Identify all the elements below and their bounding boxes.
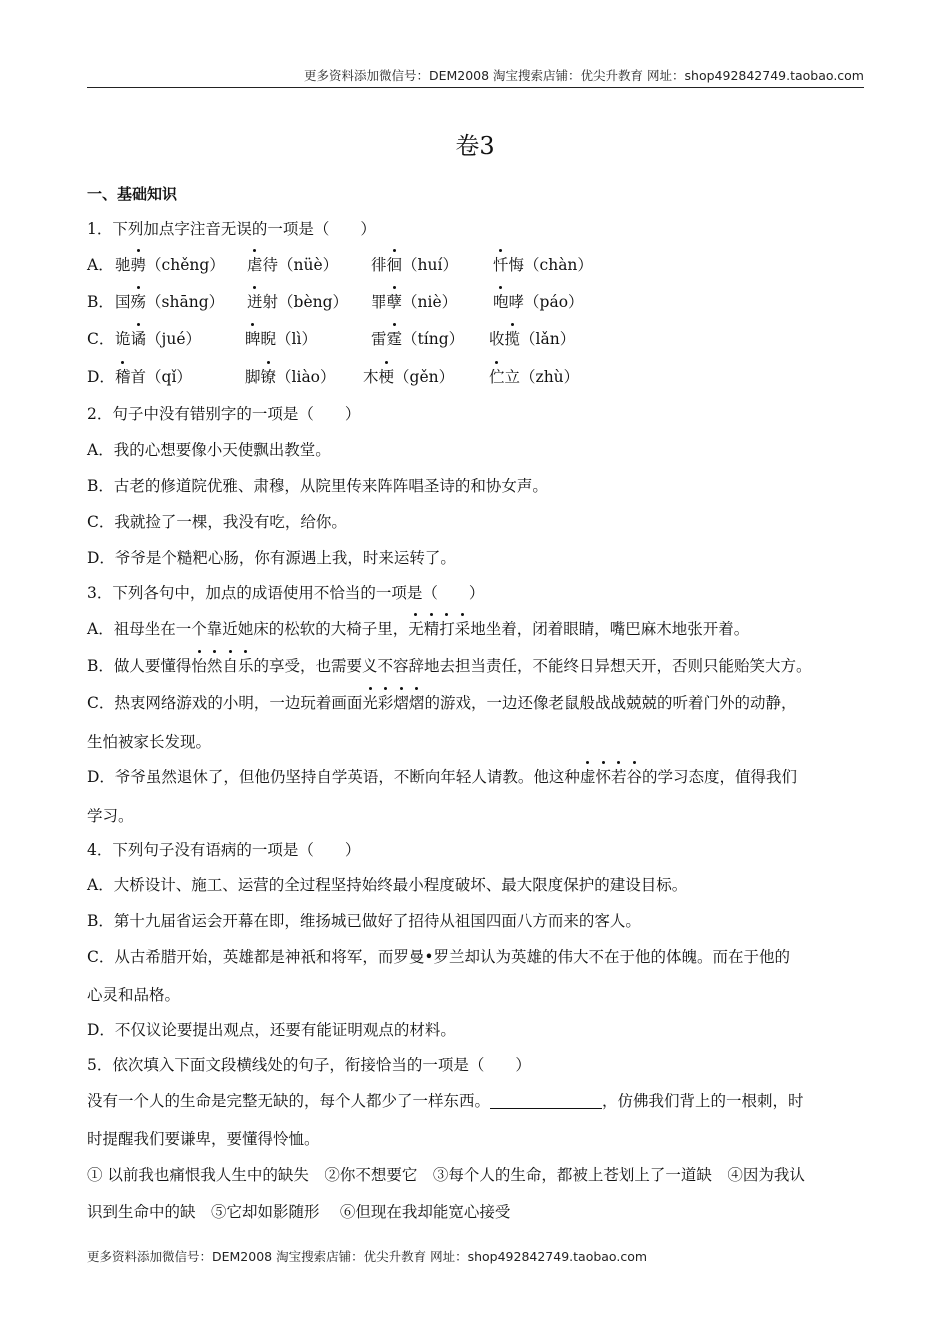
q3-b-pre: B．做人要懂得 <box>87 657 192 675</box>
pinyin: （chěng） <box>146 256 225 274</box>
pinyin: （zhù） <box>520 368 580 386</box>
page-title: 卷3 <box>455 132 495 160</box>
q3-b-post: 的享受，也需要义不容辞地去担当责任，不能终日异想天开，否则只能贻笑大方。 <box>253 657 812 675</box>
q1-a-item-1 <box>115 254 225 276</box>
pinyin: （huí） <box>402 256 458 274</box>
pinyin: （tíng） <box>402 330 465 348</box>
word-char: 射 <box>262 293 279 311</box>
word-char: 罪 <box>371 293 387 311</box>
q1-c-item-1 <box>115 328 201 350</box>
pinyin: （jué） <box>146 330 201 348</box>
q1-option-d-label: D． <box>87 368 115 386</box>
word-char: 雷 <box>371 330 387 348</box>
page-header: 更多资料添加微信号：DEM2008 淘宝搜索店铺：优尖升教育 网址：shop492842749.taobao.com <box>303 68 864 83</box>
pinyin: （lǎn） <box>520 330 576 348</box>
dotted-char: 熠 <box>408 694 425 712</box>
dotted-char: 怀 <box>595 768 611 786</box>
dotted-char: 打 <box>439 620 455 638</box>
q5-passage-pre: 没有一个人的生命是完整无缺的，每个人都少了一样东西。 <box>87 1092 491 1110</box>
q5-stem: 5．依次填入下面文段横线处的句子，衔接恰当的一项是（ ） <box>87 1056 531 1074</box>
dotted-char: 光 <box>362 694 378 712</box>
q3-option-c <box>87 692 796 714</box>
dotted-char: 咆 <box>493 293 509 311</box>
dotted-char: 虚 <box>579 768 596 786</box>
q5-fill-blank <box>490 1092 602 1109</box>
q3-option-d <box>87 766 797 788</box>
pinyin: （shāng） <box>146 293 225 311</box>
dotted-char: 镣 <box>260 368 277 386</box>
q1-option-a-label: A． <box>87 256 114 274</box>
pinyin: （qǐ） <box>146 368 192 386</box>
q1-d-item-1 <box>115 366 192 388</box>
q3-c-idiom <box>362 694 424 712</box>
word-char: 诡 <box>115 330 131 348</box>
dotted-char: 孽 <box>386 293 403 311</box>
q1-a-item-2 <box>247 254 338 276</box>
word-char: 徘 <box>371 256 387 274</box>
dotted-char: 熠 <box>393 694 409 712</box>
q2-option-a: A．我的心想要像小天使飘出教堂。 <box>87 441 331 459</box>
dotted-char: 梗 <box>378 368 395 386</box>
pinyin: （nüè） <box>278 256 339 274</box>
q3-a-post: 地坐着，闭着眼睛，嘴巴麻木地张开着。 <box>470 620 750 638</box>
q3-option-a <box>87 618 749 640</box>
dotted-char: 若 <box>610 768 627 786</box>
word-char: 立 <box>504 368 521 386</box>
pinyin: （páo） <box>524 293 584 311</box>
section-heading: 一、基础知识 <box>87 185 178 203</box>
q1-d-item-2 <box>245 366 336 388</box>
dotted-char: 怡 <box>191 657 207 675</box>
q1-b-item-4 <box>493 291 584 313</box>
q5-options-line-2: 识到生命中的缺 ⑤它却如影随形 ⑥但现在我却能宽心接受 <box>87 1203 511 1221</box>
word-char: 悔 <box>508 256 525 274</box>
dotted-char: 无 <box>408 620 424 638</box>
pinyin: （gěn） <box>394 368 455 386</box>
page-footer: 更多资料添加微信号：DEM2008 淘宝搜索店铺：优尖升教育 网址：shop492842749.taobao.com <box>87 1249 648 1264</box>
q1-c-item-3 <box>371 328 464 350</box>
q1-b-item-3 <box>371 291 457 313</box>
q1-d-item-3 <box>363 366 454 388</box>
q1-a-item-4 <box>493 254 593 276</box>
dotted-char: 自 <box>222 657 238 675</box>
q1-option-b-label: B． <box>87 293 114 311</box>
q3-d-post: 的学习态度，值得我们 <box>642 768 798 786</box>
dotted-char: 谷 <box>626 768 642 786</box>
q1-stem: 1．下列加点字注音无误的一项是（ ） <box>87 220 376 238</box>
dotted-char: 彩 <box>377 694 394 712</box>
word-char: 待 <box>262 256 279 274</box>
pinyin: （liào） <box>276 368 336 386</box>
dotted-char: 稽 <box>115 368 131 386</box>
q1-b-item-1 <box>115 291 224 313</box>
word-char: 哮 <box>508 293 525 311</box>
dotted-char: 忏 <box>493 256 509 274</box>
q1-option-c-label: C． <box>87 330 115 348</box>
dotted-char: 揽 <box>504 330 521 348</box>
pinyin: （lì） <box>276 330 317 348</box>
dotted-char: 迸 <box>247 293 263 311</box>
q3-a-pre: A．祖母坐在一个靠近她床的松软的大椅子里， <box>87 620 409 638</box>
word-char: 睨 <box>260 330 277 348</box>
q1-b-item-2 <box>247 291 348 313</box>
q4-option-d: D．不仅议论要提出观点，还要有能证明观点的材料。 <box>87 1021 456 1039</box>
q1-d-item-4 <box>489 366 579 388</box>
dotted-char: 乐 <box>237 657 254 675</box>
word-char: 首 <box>130 368 147 386</box>
dotted-char: 骋 <box>130 256 147 274</box>
word-char: 驰 <box>115 256 131 274</box>
q3-d-pre: D．爷爷虽然退休了，但他仍坚持自学英语，不断向年轻人请教。他这种 <box>87 768 580 786</box>
q5-passage <box>87 1090 804 1112</box>
q3-c-post: 的游戏，一边还像老鼠般战战兢兢的听着门外的动静， <box>424 694 797 712</box>
word-char: 国 <box>115 293 131 311</box>
dotted-char: 精 <box>423 620 440 638</box>
q2-option-c: C．我就捡了一棵，我没有吃，给你。 <box>87 513 347 531</box>
dotted-char: 伫 <box>489 368 505 386</box>
q1-c-item-2 <box>245 328 317 350</box>
q5-options-line-1: ① 以前我也痛恨我人生中的缺失 ②你不想要它 ③每个人的生命，都被上苍划上了一道缺 ④因为我认 <box>87 1166 805 1184</box>
pinyin: （chàn） <box>524 256 593 274</box>
q2-stem: 2．句子中没有错别字的一项是（ ） <box>87 405 361 423</box>
q2-option-d: D．爷爷是个糙粑心肠，你有源遇上我，时来运转了。 <box>87 549 456 567</box>
q3-b-idiom <box>191 657 253 675</box>
q3-d-idiom <box>580 768 642 786</box>
q4-option-b: B．第十九届省运会开幕在即，维扬城已做好了招待从祖国四面八方而来的客人。 <box>87 912 641 930</box>
q3-stem: 3．下列各句中，加点的成语使用不恰当的一项是（ ） <box>87 584 485 602</box>
pinyin: （niè） <box>402 293 458 311</box>
dotted-char: 徊 <box>386 256 403 274</box>
q1-a-item-3 <box>371 254 458 276</box>
word-char: 木 <box>363 368 379 386</box>
dotted-char: 睥 <box>245 330 261 348</box>
dotted-char: 然 <box>206 657 223 675</box>
header-divider <box>87 87 864 88</box>
dotted-char: 殇 <box>130 293 147 311</box>
q3-option-d-continued: 学习。 <box>87 807 134 825</box>
q1-c-item-4 <box>489 328 575 350</box>
dotted-char: 虐 <box>247 256 263 274</box>
dotted-char: 霆 <box>386 330 403 348</box>
q3-option-b <box>87 655 811 677</box>
word-char: 收 <box>489 330 505 348</box>
q5-passage-post: ，仿佛我们背上的一根刺，时 <box>602 1092 804 1110</box>
q3-option-c-continued: 生怕被家长发现。 <box>87 733 212 751</box>
q2-option-b: B．古老的修道院优雅、肃穆，从院里传来阵阵唱圣诗的和协女声。 <box>87 477 548 495</box>
q3-a-idiom <box>408 620 470 638</box>
dotted-char: 采 <box>454 620 471 638</box>
q4-stem: 4．下列句子没有语病的一项是（ ） <box>87 841 361 859</box>
q5-passage-continued: 时提醒我们要谦卑，要懂得怜恤。 <box>87 1130 320 1148</box>
dotted-char: 谲 <box>130 330 147 348</box>
word-char: 脚 <box>245 368 261 386</box>
q3-c-pre: C．热衷网络游戏的小明，一边玩着画面 <box>87 694 363 712</box>
q4-option-c-continued: 心灵和品格。 <box>87 986 181 1004</box>
pinyin: （bèng） <box>278 293 349 311</box>
q4-option-c: C．从古希腊开始，英雄都是神祇和将军，而罗曼•罗兰却认为英雄的伟大不在于他的体魄。而在于他的 <box>87 948 791 966</box>
q4-option-a: A．大桥设计、施工、运营的全过程坚持始终最小程度破坏、最大限度保护的建设目标。 <box>87 876 688 894</box>
